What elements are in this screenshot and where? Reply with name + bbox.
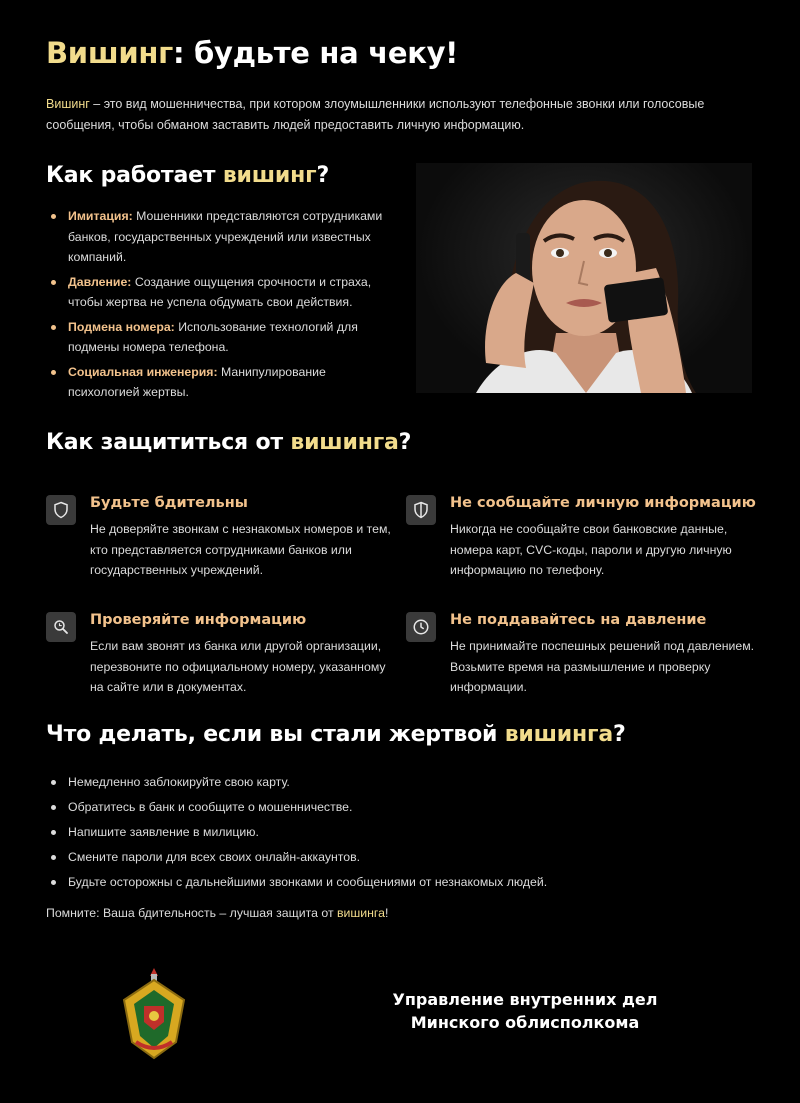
tip-card [406, 612, 756, 712]
tip-text: Никогда не сообщайте свои банковские данные, номера карт, CVC-коды, пароли и другую личную информацию по телефону. [450, 522, 732, 577]
list-item: Обратитесь в банк и сообщите о мошенничестве. [46, 795, 766, 820]
protect-heading-end: ? [398, 430, 412, 455]
tip-text: Не доверяйте звонкам с незнакомых номеров и тем, кто представляется сотрудниками банков или государственных учреждений. [90, 522, 391, 577]
photo-illustration [416, 163, 752, 393]
list-item [46, 206, 391, 268]
victim-list [46, 770, 766, 895]
tip-title: Проверяйте информацию [90, 612, 307, 628]
tip-text: Если вам звонят из банка или другой организации, перезвоните по официальному номеру, указанному на сайте или в документах. [90, 639, 386, 694]
how-heading-start: Как работает [46, 163, 223, 188]
tip-card [46, 612, 396, 712]
item-term: Подмена номера: [68, 319, 175, 334]
title-accent: Вишинг [46, 36, 173, 70]
item-term: Давление: [68, 274, 132, 289]
how-heading-accent: вишинг [222, 163, 317, 188]
tip-title: Не поддавайтесь на давление [450, 612, 707, 628]
page-title [46, 36, 458, 70]
police-emblem-logo [118, 962, 190, 1062]
intro-text: – это вид мошенничества, при котором злоумышленники используют телефонные звонки или голосовые сообщения, чтобы обманом заставить людей предоставить личную информацию. [46, 97, 705, 132]
how-heading [46, 163, 329, 188]
list-item [46, 362, 391, 403]
protect-heading-accent: вишинга [290, 430, 399, 455]
reminder-text [46, 906, 388, 920]
intro-accent: Вишинг [46, 97, 90, 111]
list-item: Смените пароли для всех своих онлайн-аккаунтов. [46, 845, 766, 870]
how-list [46, 206, 391, 407]
list-item [46, 317, 391, 358]
woman-on-phone-photo [416, 163, 752, 393]
search-icon [46, 612, 76, 642]
shield-icon [46, 495, 76, 525]
tip-card [46, 495, 396, 595]
item-term: Имитация: [68, 209, 133, 223]
victim-heading [46, 722, 626, 747]
item-text: Использование технологий для подмены номера телефона. [68, 319, 358, 354]
intro-paragraph [46, 94, 746, 136]
list-item [46, 272, 391, 313]
list-item: Будьте осторожны с дальнейшими звонками и сообщениями от незнакомых людей. [46, 870, 766, 895]
tip-card [406, 495, 756, 595]
org-line-1: Управление внутренних дел [392, 990, 658, 1009]
list-item: Немедленно заблокируйте свою карту. [46, 770, 766, 795]
tip-title: Не сообщайте личную информацию [450, 495, 756, 511]
protect-heading-start: Как защититься от [46, 430, 291, 455]
victim-heading-end: ? [612, 722, 626, 747]
tip-title: Будьте бдительны [90, 495, 248, 511]
victim-heading-start: Что делать, если вы стали жертвой [46, 722, 505, 747]
reminder-accent: вишинга [337, 906, 385, 920]
reminder-end: ! [384, 906, 389, 920]
shield-half-icon [406, 495, 436, 525]
item-term: Социальная инженерия: [68, 364, 218, 379]
organization-name [360, 988, 690, 1034]
how-heading-end: ? [316, 163, 330, 188]
victim-heading-accent: вишинга [504, 722, 613, 747]
tip-text: Не принимайте поспешных решений под давлением. Возьмите время на размышление и проверку информации. [450, 639, 755, 694]
item-text: Создание ощущения срочности и страха, чтобы жертва не успела обдумать свои действия. [68, 274, 372, 309]
item-text: Мошенники представляются сотрудниками банков, государственных учреждений или известных компаний. [68, 209, 383, 264]
list-item: Напишите заявление в милицию. [46, 820, 766, 845]
clock-icon [406, 612, 436, 642]
protect-heading [46, 430, 411, 455]
reminder-start: Помните: Ваша бдительность – лучшая защита от [46, 906, 337, 920]
org-line-2: Минского облисполкома [410, 1013, 640, 1032]
item-text: Манипулирование психологией жертвы. [68, 364, 326, 399]
title-rest: : будьте на чеку! [172, 36, 459, 70]
